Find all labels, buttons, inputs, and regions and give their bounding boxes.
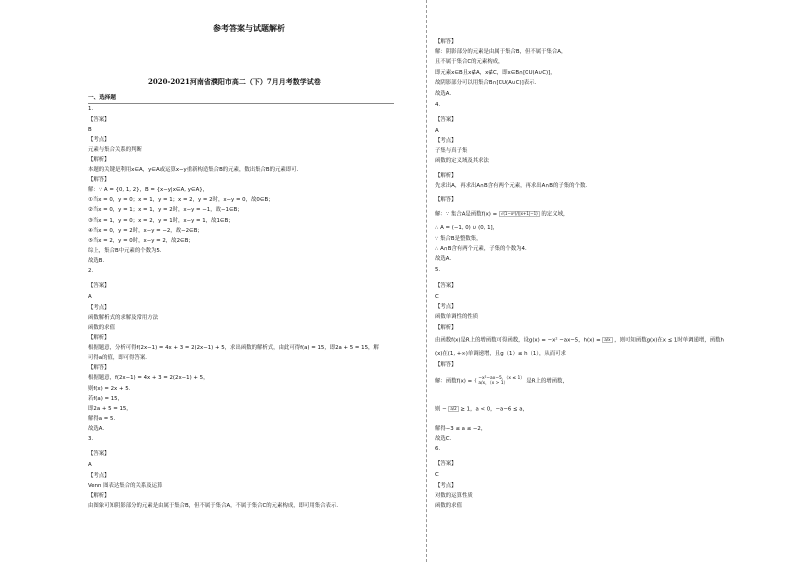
topic-tag: 【考点】 — [435, 483, 457, 489]
analysis-text: 根据题意，分析可得f(2x−1) = 4x + 3 = 2(2x−1) + 5，求出函数的解析式，由此可得f(a) = 15，即2a + 5 = 15，解 — [88, 345, 379, 351]
topic-tag: 【考点】 — [435, 304, 457, 310]
topic-tag: 【考点】 — [88, 137, 110, 143]
piecewise-brace: { — [473, 378, 477, 384]
question-number: 6. — [435, 446, 441, 452]
question-number: 1. — [88, 106, 94, 112]
solution-line: ①当x = 0，y = 0；x = 1，y = 1；x = 2，y = 2时，x−y = 0，故0∈B； — [88, 197, 274, 203]
solution-tag: 【解答】 — [88, 365, 110, 371]
piecewise-line — [435, 376, 568, 386]
piece-bottom: a/x，（x > 1） — [478, 381, 508, 386]
page-title: 参考答案与试题解析 — [213, 23, 285, 33]
analysis-tag: 【解析】 — [435, 325, 457, 331]
solution-line: 即元素x∈B且x∉A，x∉C，即x∈B∩[∁U(A∪C)]， — [435, 70, 556, 76]
solution-line: 若f(a) = 15， — [88, 396, 123, 402]
analysis-text: 本题的关键是利用x∈A，y∈A或运算x−y重新构造集合B的元素，数出集合B的元素即可． — [88, 167, 302, 173]
answer-value: A — [88, 294, 92, 300]
solution-line: 故选A. — [435, 91, 452, 97]
answer-tag: 【答案】 — [88, 451, 110, 457]
exam-subtitle: 2020-2021河南省濮阳市高二（下）7月月考数学试卷 — [148, 77, 321, 86]
analysis-line-with-fraction — [435, 337, 724, 345]
solution-line: ∵ 集合B是整数集， — [435, 236, 482, 242]
analysis-tag: 【解析】 — [88, 335, 110, 341]
answer-value: C — [435, 294, 439, 300]
analysis-tag: 【解析】 — [88, 493, 110, 499]
analysis-text: 由图象可知阴影部分的元素是由属于集合B，但不属于集合A，不属于集合C的元素构成，即可用集合表示． — [88, 503, 342, 509]
topic-text: 对数的运算性质 — [435, 493, 473, 499]
answer-tag: 【答案】 — [88, 117, 110, 123]
topic-text: 函数单调性的性质 — [435, 314, 479, 320]
piece-top: −x²−ax−5，（x ≤ 1） — [478, 376, 525, 381]
solution-tag: 【解答】 — [435, 197, 457, 203]
solution-line: 根据题意，f(2x−1) = 4x + 3 = 2(2x−1) + 5， — [88, 375, 209, 381]
question-number: 2. — [88, 268, 94, 274]
solution-tag: 【解答】 — [435, 362, 457, 368]
topic-text: Venn 图表达集合的关系及运算 — [88, 483, 163, 489]
answer-tag: 【答案】 — [88, 283, 110, 289]
topic-text: 函数的求值 — [435, 503, 462, 509]
solution-line: 解：阴影部分的元素是由属于集合B，但不属于集合A， — [435, 49, 567, 55]
answer-tag: 【答案】 — [435, 461, 457, 467]
solution-line: ⑤当x = 2，y = 0时，x−y = 2，故2∈B； — [88, 238, 194, 244]
solution-text: ≥ 1，a < 0，−a−6 ≤ a， — [460, 406, 528, 413]
analysis-text: 由函数f(x)是R上的增函数可得函数，设g(x) = −x² −ax−5，h(x) = — [435, 337, 601, 344]
solution-line: 故选C. — [435, 436, 452, 442]
answer-tag: 【答案】 — [435, 283, 457, 289]
section-heading: 一、选择题 — [88, 95, 116, 101]
question-number: 5. — [435, 267, 441, 273]
answer-value: A — [435, 128, 439, 134]
topic-text: 函数解析式的求解及常用方法 — [88, 315, 159, 321]
solution-line: 解：∵ A = {0, 1, 2}，B = {x−y|x∈A, y∈A}， — [88, 187, 209, 193]
topic-text: 函数的求值 — [88, 325, 115, 331]
solution-text: 则 − — [435, 406, 447, 413]
topic-text: 函数的定义域及其求法 — [435, 158, 489, 164]
solution-text: 的定义域， — [541, 211, 569, 218]
solution-line: 故选B. — [88, 258, 105, 264]
solution-line: 解得−3 ≤ a ≤ −2， — [435, 426, 487, 432]
solution-line: 且不属于集合C的元素构成， — [435, 59, 504, 65]
solution-line: ③当x = 1，y = 0；x = 2，y = 1时，x−y = 1，故1∈B； — [88, 218, 234, 224]
solution-line: 故选A. — [435, 256, 452, 262]
solution-line: 即2a + 5 = 15， — [88, 406, 132, 412]
question-number: 4. — [435, 102, 441, 108]
column-divider — [426, 0, 427, 562]
solution-line-with-fraction — [435, 211, 568, 219]
solution-line-with-fraction — [435, 406, 528, 414]
topic-tag: 【考点】 — [88, 473, 110, 479]
answer-value: A — [88, 462, 92, 468]
solution-line: ∴ A = (−1, 0) ∪ (0, 1]， — [435, 225, 499, 231]
solution-text: 解：函数f(x) = — [435, 378, 473, 385]
fraction-fx: √(1−x²)/(|x+1|−1) — [500, 211, 538, 216]
left-column — [88, 0, 418, 562]
right-column — [435, 0, 735, 562]
solution-line: ④当x = 0，y = 2时，x−y = −2，故−2∈B； — [88, 228, 203, 234]
solution-line: 故阴影部分可以用集合B∩[∁U(A∪C)]表示． — [435, 80, 540, 86]
solution-text: 解：∵ 集合A是函数f(x) = — [435, 211, 498, 218]
answer-value: B — [88, 127, 92, 133]
analysis-text: 可得a的值，即可得答案． — [88, 355, 151, 361]
analysis-tag: 【解析】 — [88, 157, 110, 163]
answer-tag: 【答案】 — [435, 117, 457, 123]
topic-text: 子集与真子集 — [435, 148, 468, 154]
topic-text: 元素与集合关系的判断 — [88, 147, 142, 153]
topic-tag: 【考点】 — [435, 138, 457, 144]
analysis-text: 先求出A，再求出A∩B含有两个元素，再求出A∩B的子集的个数． — [435, 183, 591, 189]
solution-line: ②当x = 0，y = 1；x = 1，y = 2时，x−y = −1，故−1∈B； — [88, 207, 243, 213]
solution-line: 则f(x) = 2x + 5. — [88, 386, 131, 392]
answer-value: C — [435, 472, 439, 478]
solution-tag: 【解答】 — [88, 177, 110, 183]
fraction-h: a/x — [604, 337, 611, 342]
analysis-tag: 【解析】 — [435, 173, 457, 179]
solution-line: 综上，集合B中元素的个数为5. — [88, 248, 162, 254]
solution-line: 解得a = 5. — [88, 416, 116, 422]
analysis-text: ，则可知函数g(x)在x ≤ 1时单调递增，函数h — [614, 337, 724, 344]
topic-tag: 【考点】 — [88, 305, 110, 311]
section-rule — [88, 103, 394, 104]
question-number: 3. — [88, 436, 94, 442]
piecewise-cases — [478, 376, 524, 386]
solution-line: ∴ A∩B含有两个元素，子集的个数为4． — [435, 246, 531, 252]
fraction-half: a/2 — [450, 406, 457, 411]
solution-text: 是R上的增函数， — [526, 378, 568, 385]
analysis-text: (x)在(1, +∞)单调递增，且g（1）≤ h（1），从而可求 — [435, 351, 566, 357]
solution-tag: 【解答】 — [435, 39, 457, 45]
solution-line: 故选A. — [88, 426, 105, 432]
